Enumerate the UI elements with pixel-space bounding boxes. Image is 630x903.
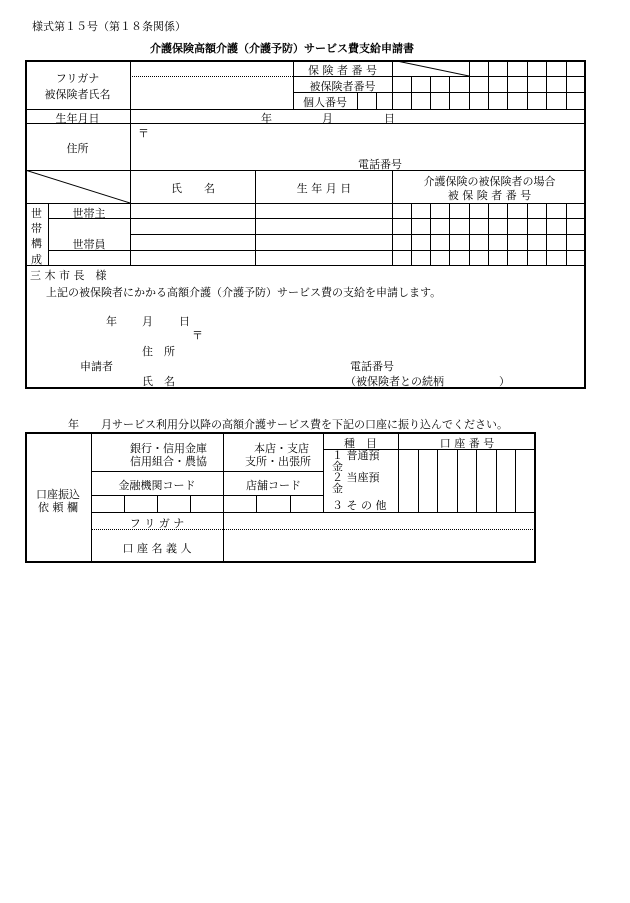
page-title: 介護保険高額介護（介護予防）サービス費支給申請書 xyxy=(150,42,414,55)
furigana-label: フリガナ xyxy=(55,72,100,85)
insured-name-label: 被保険者氏名 xyxy=(44,88,111,101)
col-insured-header-1: 介護保険の被保険者の場合 xyxy=(423,175,556,188)
bank-intro: 年 月サービス利用分以降の高額介護サービス費を下記の口座に振り込んでください。 xyxy=(68,418,508,431)
birth-day: 日 xyxy=(384,112,395,125)
bank-types-2: 信用組合・農協 xyxy=(130,455,207,468)
bank-section-label-1: 口座振込 xyxy=(36,488,80,501)
bank-types-1: 銀行・信用金庫 xyxy=(130,442,207,455)
household-head-label: 世帯主 xyxy=(72,207,106,220)
col-birth-header: 生 年 月 日 xyxy=(296,182,352,195)
applicant-postal-mark: 〒 xyxy=(192,329,203,342)
insured-number-label: 被保険者番号 xyxy=(309,80,376,93)
personal-number-label: 個人番号 xyxy=(303,96,347,109)
type-header: 種 目 xyxy=(344,437,377,450)
form-number: 様式第１５号（第１８条関係） xyxy=(32,20,186,33)
household-char-2: 帯 xyxy=(31,222,42,235)
addressee: 三 木 市 長 様 xyxy=(30,269,107,282)
application-month: 月 xyxy=(142,315,153,328)
applicant-relation: （被保険者との続柄 ） xyxy=(345,375,510,388)
branch-code-label: 店舗コード xyxy=(246,479,301,492)
birth-date-label: 生年月日 xyxy=(55,112,100,125)
holder-furigana-label: フ リ ガ ナ xyxy=(129,517,185,530)
address-label: 住所 xyxy=(66,142,89,155)
address-field[interactable] xyxy=(150,125,580,153)
household-char-1: 世 xyxy=(31,207,42,220)
col-insured-header-2: 被 保 険 者 番 号 xyxy=(447,189,532,202)
applicant-address-label: 住 所 xyxy=(142,345,175,358)
birth-month: 月 xyxy=(322,112,333,125)
household-member-label: 世帯員 xyxy=(72,238,106,251)
branch-types-2: 支所・出張所 xyxy=(245,455,311,468)
col-name-header: 氏 名 xyxy=(171,182,215,195)
bank-section-label-2: 依 頼 欄 xyxy=(38,501,78,514)
birth-year: 年 xyxy=(261,112,272,125)
account-type-current[interactable]: ２ 当座預金 xyxy=(332,471,380,495)
applicant-label: 申請者 xyxy=(80,360,113,373)
bank-code-label: 金融機関コード xyxy=(118,479,196,492)
application-day: 日 xyxy=(179,315,190,328)
holder-name-field[interactable] xyxy=(225,531,533,561)
holder-name-label: 口 座 名 義 人 xyxy=(122,542,192,555)
insurer-number-label: 保 険 者 番 号 xyxy=(308,64,377,77)
account-type-ordinary[interactable]: １ 普通預金 xyxy=(332,449,380,473)
applicant-name-label: 氏 名 xyxy=(142,375,175,388)
application-year: 年 xyxy=(106,315,117,328)
phone-label: 電話番号 xyxy=(358,158,402,171)
application-statement: 上記の被保険者にかかる高額介護（介護予防）サービス費の支給を申請します。 xyxy=(46,286,442,299)
account-type-other[interactable]: ３ そ の 他 xyxy=(332,499,387,512)
applicant-phone-label: 電話番号 xyxy=(350,360,394,373)
account-number-header: 口 座 番 号 xyxy=(439,437,495,450)
household-char-4: 成 xyxy=(31,253,42,266)
postal-mark: 〒 xyxy=(138,127,149,140)
branch-types-1: 本店・支店 xyxy=(254,442,309,455)
household-char-3: 構 xyxy=(31,237,42,250)
insured-name-field[interactable] xyxy=(131,77,292,108)
